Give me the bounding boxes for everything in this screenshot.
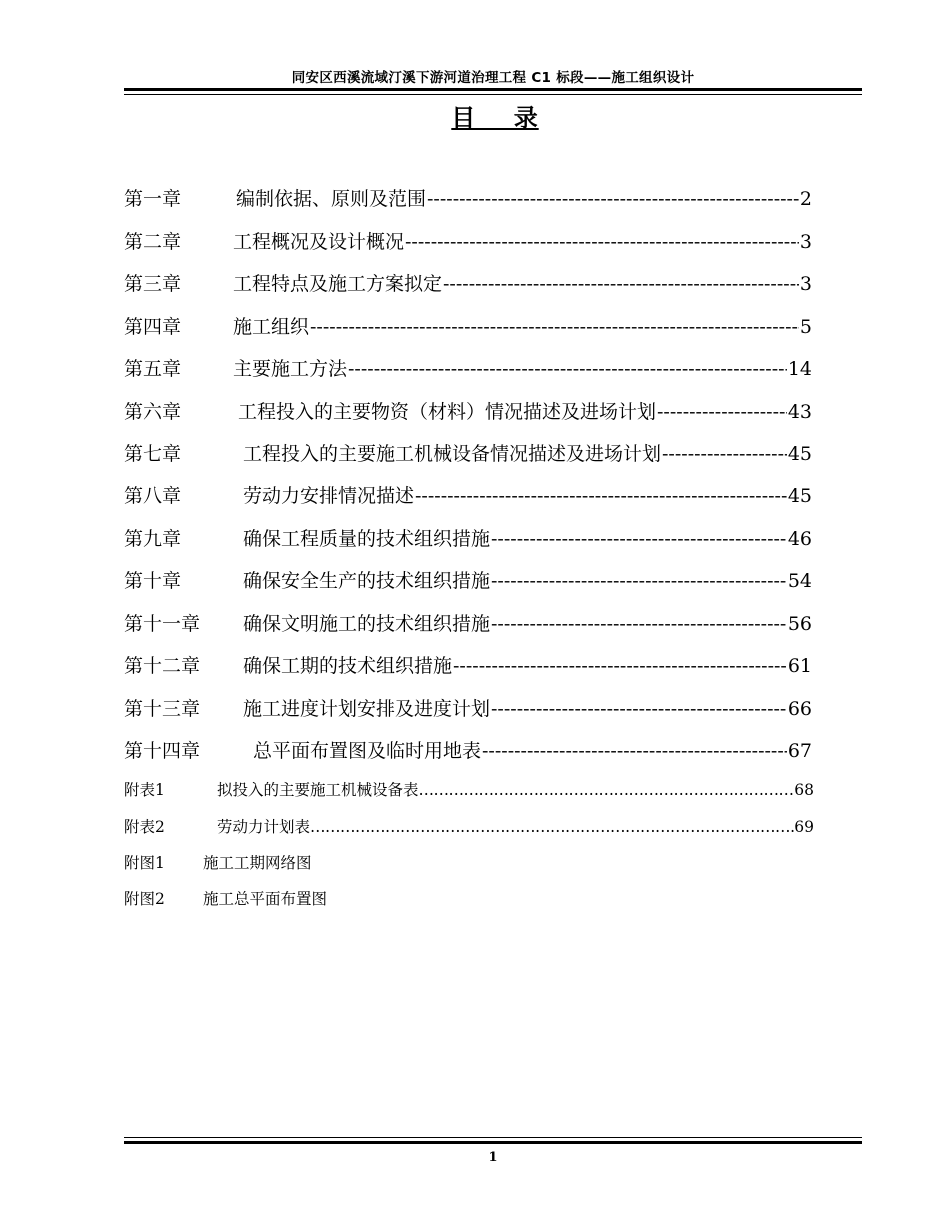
chapter-title: 施工进度计划安排及进度计划: [243, 698, 491, 720]
chapter-title: 确保安全生产的技术组织措施: [243, 570, 491, 592]
appendix-label: 附表2: [124, 818, 165, 836]
appendix-label: 附图1: [124, 854, 165, 872]
page-number: 3: [799, 231, 812, 253]
page-number: 61: [787, 655, 812, 677]
chapter-number: 第六章: [124, 401, 182, 423]
header-rule-thick: [124, 88, 862, 91]
toc-entry: [124, 609, 812, 635]
footer-rule-thick: [124, 1141, 862, 1144]
dot-leader: [415, 485, 787, 507]
page-number: 56: [787, 613, 812, 635]
page-number: 67: [787, 740, 812, 762]
toc-entry: [124, 566, 812, 592]
appendix-figure-entry: [124, 851, 312, 873]
page-number: 14: [787, 358, 812, 380]
chapter-title: 主要施工方法: [233, 358, 348, 380]
dot-leader: [491, 613, 787, 635]
dot-leader: [443, 273, 799, 295]
chapter-title: 施工组织: [233, 316, 310, 338]
chapter-title: 工程概况及设计概况: [233, 231, 405, 253]
page-number: 45: [787, 443, 812, 465]
header-rule-thin: [124, 94, 862, 95]
dot-leader: [453, 655, 787, 677]
page-number: 46: [787, 528, 812, 550]
page-number: 69: [794, 818, 814, 836]
chapter-number: 第三章: [124, 273, 182, 295]
dot-leader: [662, 443, 787, 465]
page-number: 2: [799, 188, 812, 210]
page-number: 54: [787, 570, 812, 592]
appendix-table-entry: [124, 815, 814, 837]
page-number: 68: [794, 781, 814, 799]
chapter-title: 工程投入的主要物资（材料）情况描述及进场计划: [238, 401, 657, 423]
appendix-figure-entry: [124, 887, 327, 909]
chapter-title: 工程投入的主要施工机械设备情况描述及进场计划: [243, 443, 662, 465]
page-number: 3: [799, 273, 812, 295]
dot-leader: [405, 231, 799, 253]
toc-entry: [124, 397, 812, 423]
toc-entry: [124, 651, 812, 677]
chapter-number: 第一章: [124, 188, 182, 210]
chapter-title: 总平面布置图及临时用地表: [253, 740, 482, 762]
footer-page-number: 1: [488, 1150, 498, 1165]
chapter-number: 第十四章: [124, 740, 201, 762]
chapter-title: 劳动力安排情况描述: [243, 485, 415, 507]
appendix-label: 附图2: [124, 890, 165, 908]
appendix-title: 施工总平面布置图: [203, 890, 328, 908]
toc-entry: [124, 736, 812, 762]
chapter-title: 确保工期的技术组织措施: [243, 655, 453, 677]
appendix-title: 拟投入的主要施工机械设备表: [217, 781, 419, 799]
chapter-number: 第七章: [124, 443, 182, 465]
toc-entry: [124, 312, 812, 338]
chapter-number: 第二章: [124, 231, 182, 253]
dot-leader: [491, 570, 787, 592]
chapter-title: 确保文明施工的技术组织措施: [243, 613, 491, 635]
toc-entry: [124, 269, 812, 295]
toc-entry: [124, 439, 812, 465]
appendix-title: 施工工期网络图: [203, 854, 312, 872]
chapter-number: 第十二章: [124, 655, 201, 677]
dot-leader: [419, 781, 795, 799]
dot-leader: [482, 740, 787, 762]
page-number: 5: [799, 316, 812, 338]
chapter-number: 第八章: [124, 485, 182, 507]
toc-entry: [124, 354, 812, 380]
dot-leader: [491, 698, 787, 720]
appendix-title: 劳动力计划表: [217, 818, 311, 836]
document-header-title: 同安区西溪流域汀溪下游河道治理工程 C1 标段——施工组织设计: [291, 70, 695, 86]
dot-leader: [310, 316, 799, 338]
appendix-label: 附表1: [124, 781, 165, 799]
toc-entry: [124, 227, 812, 253]
page-number: 66: [787, 698, 812, 720]
toc-title: 目 录: [451, 104, 539, 132]
toc-entry: [124, 481, 812, 507]
toc-entry: [124, 694, 812, 720]
chapter-title: 编制依据、原则及范围: [236, 188, 427, 210]
toc-entry: [124, 184, 812, 210]
chapter-number: 第十章: [124, 570, 182, 592]
chapter-title: 工程特点及施工方案拟定: [233, 273, 443, 295]
dot-leader: [348, 358, 787, 380]
chapter-number: 第十一章: [124, 613, 201, 635]
dot-leader: [657, 401, 787, 423]
appendix-table-entry: [124, 778, 814, 800]
chapter-title: 确保工程质量的技术组织措施: [243, 528, 491, 550]
chapter-number: 第五章: [124, 358, 182, 380]
dot-leader: [491, 528, 787, 550]
footer-rule-thin: [124, 1137, 862, 1138]
chapter-number: 第九章: [124, 528, 182, 550]
page-number: 45: [787, 485, 812, 507]
page-number: 43: [787, 401, 812, 423]
dot-leader: [427, 188, 799, 210]
toc-entry: [124, 524, 812, 550]
dot-leader: [310, 818, 794, 836]
chapter-number: 第四章: [124, 316, 182, 338]
chapter-number: 第十三章: [124, 698, 201, 720]
